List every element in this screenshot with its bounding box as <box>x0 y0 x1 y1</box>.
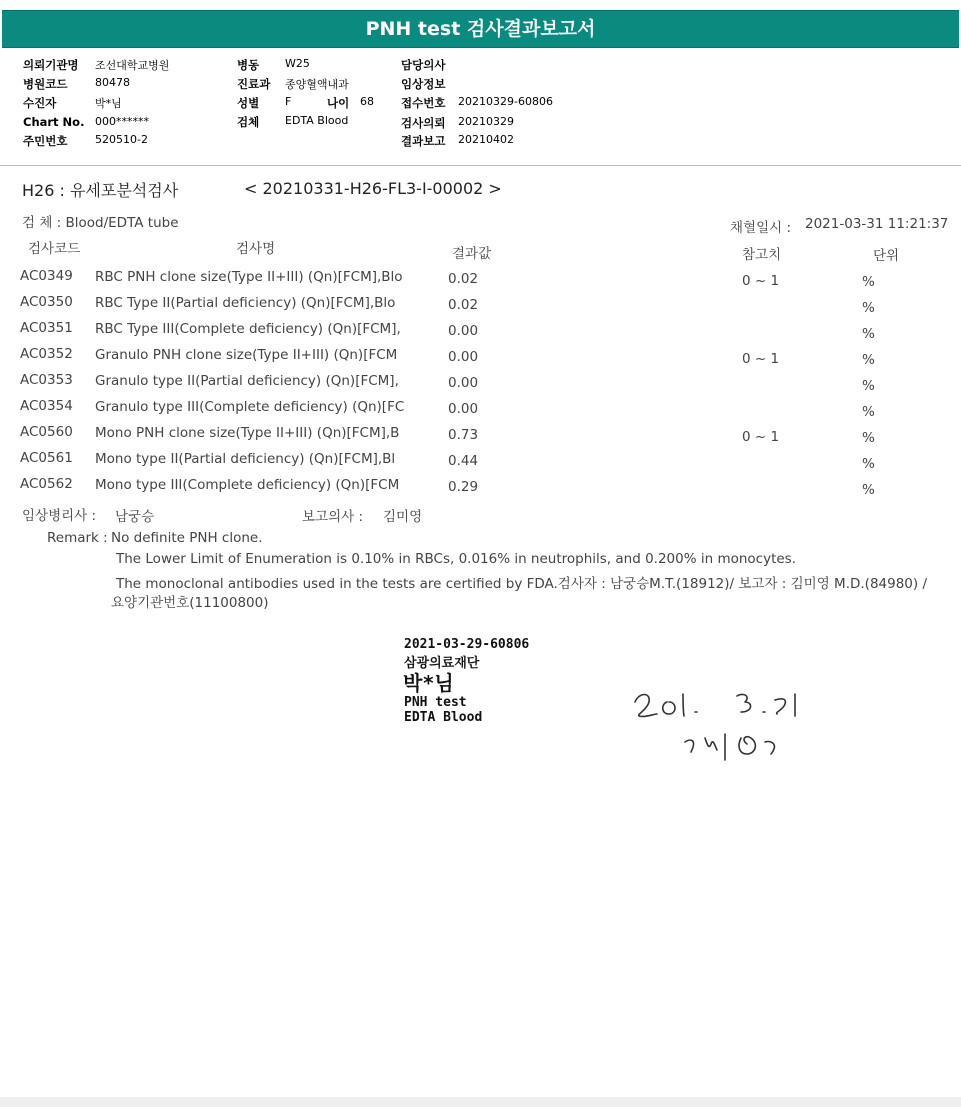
department-label: 진료과 <box>237 77 271 91</box>
row-test-name: RBC PNH clone size(Type II+III) (Qn)[FCM],Blo <box>95 269 403 285</box>
hospital-code-label: 병원코드 <box>23 77 68 91</box>
age-value: 68 <box>360 95 374 108</box>
stamp-test: PNH test <box>404 695 467 710</box>
row-test-name: RBC Type II(Partial deficiency) (Qn)[FCM],Blo <box>95 295 396 311</box>
row-unit: % <box>862 352 875 368</box>
request-date-value: 20210329 <box>458 115 514 128</box>
row-code: AC0560 <box>20 424 73 440</box>
reporter-name: 김미영 <box>383 509 423 525</box>
row-unit: % <box>862 482 875 498</box>
resident-no-label: 주민번호 <box>23 134 68 148</box>
chart-no-value: 000****** <box>95 115 149 128</box>
section-title: H26 : 유세포분석검사 <box>22 181 179 200</box>
column-header-result: 결과값 <box>452 246 492 262</box>
row-code: AC0352 <box>20 346 73 362</box>
collected-datetime: 2021-03-31 11:21:37 <box>805 216 949 232</box>
row-result: 0.02 <box>448 271 479 287</box>
institution-label: 의뢰기관명 <box>23 58 79 72</box>
row-code: AC0351 <box>20 320 73 336</box>
page-bottom-bar <box>0 1097 961 1107</box>
row-unit: % <box>862 326 875 342</box>
patient-label: 수진자 <box>23 96 57 110</box>
receipt-no-label: 접수번호 <box>401 96 446 110</box>
ward-value: W25 <box>285 57 310 70</box>
specimen-label: 검체 <box>237 115 260 129</box>
ward-label: 병동 <box>237 58 260 72</box>
remark-line-3: The monoclonal antibodies used in the tests are certified by FDA.검사자 : 남궁승M.T.(18912)/ 보고자 : 김미영 M.D.(84980) / <box>116 576 927 592</box>
row-code: AC0350 <box>20 294 73 310</box>
pathologist-label: 임상병리사 : <box>22 508 97 524</box>
row-test-name: Mono type II(Partial deficiency) (Qn)[FCM],Bl <box>95 451 396 467</box>
age-label: 나이 <box>327 96 350 110</box>
row-reference: 0 ~ 1 <box>742 273 780 289</box>
report-date-label: 결과보고 <box>401 134 446 148</box>
row-test-name: Mono type III(Complete deficiency) (Qn)[FCM <box>95 477 400 493</box>
handwritten-signature <box>625 680 815 770</box>
report-title: PNH test 검사결과보고서 <box>2 10 959 48</box>
hospital-code-value: 80478 <box>95 76 130 89</box>
row-result: 0.00 <box>448 349 479 365</box>
row-result: 0.73 <box>448 427 479 443</box>
remark-line-2: The Lower Limit of Enumeration is 0.10% in RBCs, 0.016% in neutrophils, and 0.200% in monocytes. <box>116 551 797 567</box>
column-header-name: 검사명 <box>236 241 276 257</box>
clinical-info-label: 임상정보 <box>401 77 446 91</box>
department-value: 종양혈액내과 <box>285 78 349 91</box>
reporter-label: 보고의사 : <box>302 509 364 525</box>
remark-label: Remark : <box>47 530 108 546</box>
resident-no-value: 520510-2 <box>95 133 148 146</box>
patient-info-header <box>0 47 961 166</box>
row-result: 0.29 <box>448 479 479 495</box>
row-reference: 0 ~ 1 <box>742 429 780 445</box>
sex-label: 성별 <box>237 96 260 110</box>
stamp-patient: 박*님 <box>403 671 454 695</box>
row-code: AC0353 <box>20 372 73 388</box>
attending-physician-label: 담당의사 <box>401 58 446 72</box>
institution-value: 조선대학교병원 <box>95 59 170 72</box>
row-code: AC0561 <box>20 450 73 466</box>
row-result: 0.00 <box>448 323 479 339</box>
row-unit: % <box>862 456 875 472</box>
row-unit: % <box>862 378 875 394</box>
report-id: < 20210331-H26-FL3-I-00002 > <box>244 179 502 198</box>
row-result: 0.44 <box>448 453 479 469</box>
collected-label: 채혈일시 : <box>730 220 792 236</box>
column-header-reference: 참고치 <box>742 247 782 263</box>
specimen-value: EDTA Blood <box>285 114 349 127</box>
row-code: AC0562 <box>20 476 73 492</box>
receipt-no-value: 20210329-60806 <box>458 95 553 108</box>
row-unit: % <box>862 404 875 420</box>
stamp-specimen: EDTA Blood <box>404 710 483 725</box>
row-unit: % <box>862 274 875 290</box>
sex-value: F <box>285 95 292 108</box>
row-code: AC0354 <box>20 398 73 414</box>
row-result: 0.00 <box>448 401 479 417</box>
row-unit: % <box>862 300 875 316</box>
row-result: 0.02 <box>448 297 479 313</box>
report-date-value: 20210402 <box>458 133 514 146</box>
pathologist-name: 남궁승 <box>115 509 155 525</box>
row-test-name: Mono PNH clone size(Type II+III) (Qn)[FCM],B <box>95 425 400 441</box>
remark-line-4: 요양기관번호(11100800) <box>111 595 269 611</box>
column-header-unit: 단위 <box>873 248 900 264</box>
remark-line-1: No definite PNH clone. <box>111 530 263 546</box>
specimen-type: 검 체 : Blood/EDTA tube <box>22 215 179 231</box>
request-date-label: 검사의뢰 <box>401 116 446 130</box>
patient-value: 박*님 <box>95 97 122 110</box>
column-header-code: 검사코드 <box>28 241 81 257</box>
row-test-name: Granulo type II(Partial deficiency) (Qn)[FCM], <box>95 373 399 389</box>
row-test-name: Granulo PNH clone size(Type II+III) (Qn)[FCM <box>95 347 398 363</box>
row-test-name: Granulo type III(Complete deficiency) (Qn)[FC <box>95 399 405 415</box>
row-reference: 0 ~ 1 <box>742 351 780 367</box>
row-unit: % <box>862 430 875 446</box>
row-test-name: RBC Type III(Complete deficiency) (Qn)[FCM], <box>95 321 401 337</box>
chart-no-label: Chart No. <box>23 115 85 129</box>
stamp-institution: 삼광의료재단 <box>404 656 480 671</box>
row-result: 0.00 <box>448 375 479 391</box>
stamp-receipt-no: 2021-03-29-60806 <box>404 637 530 652</box>
row-code: AC0349 <box>20 268 73 284</box>
